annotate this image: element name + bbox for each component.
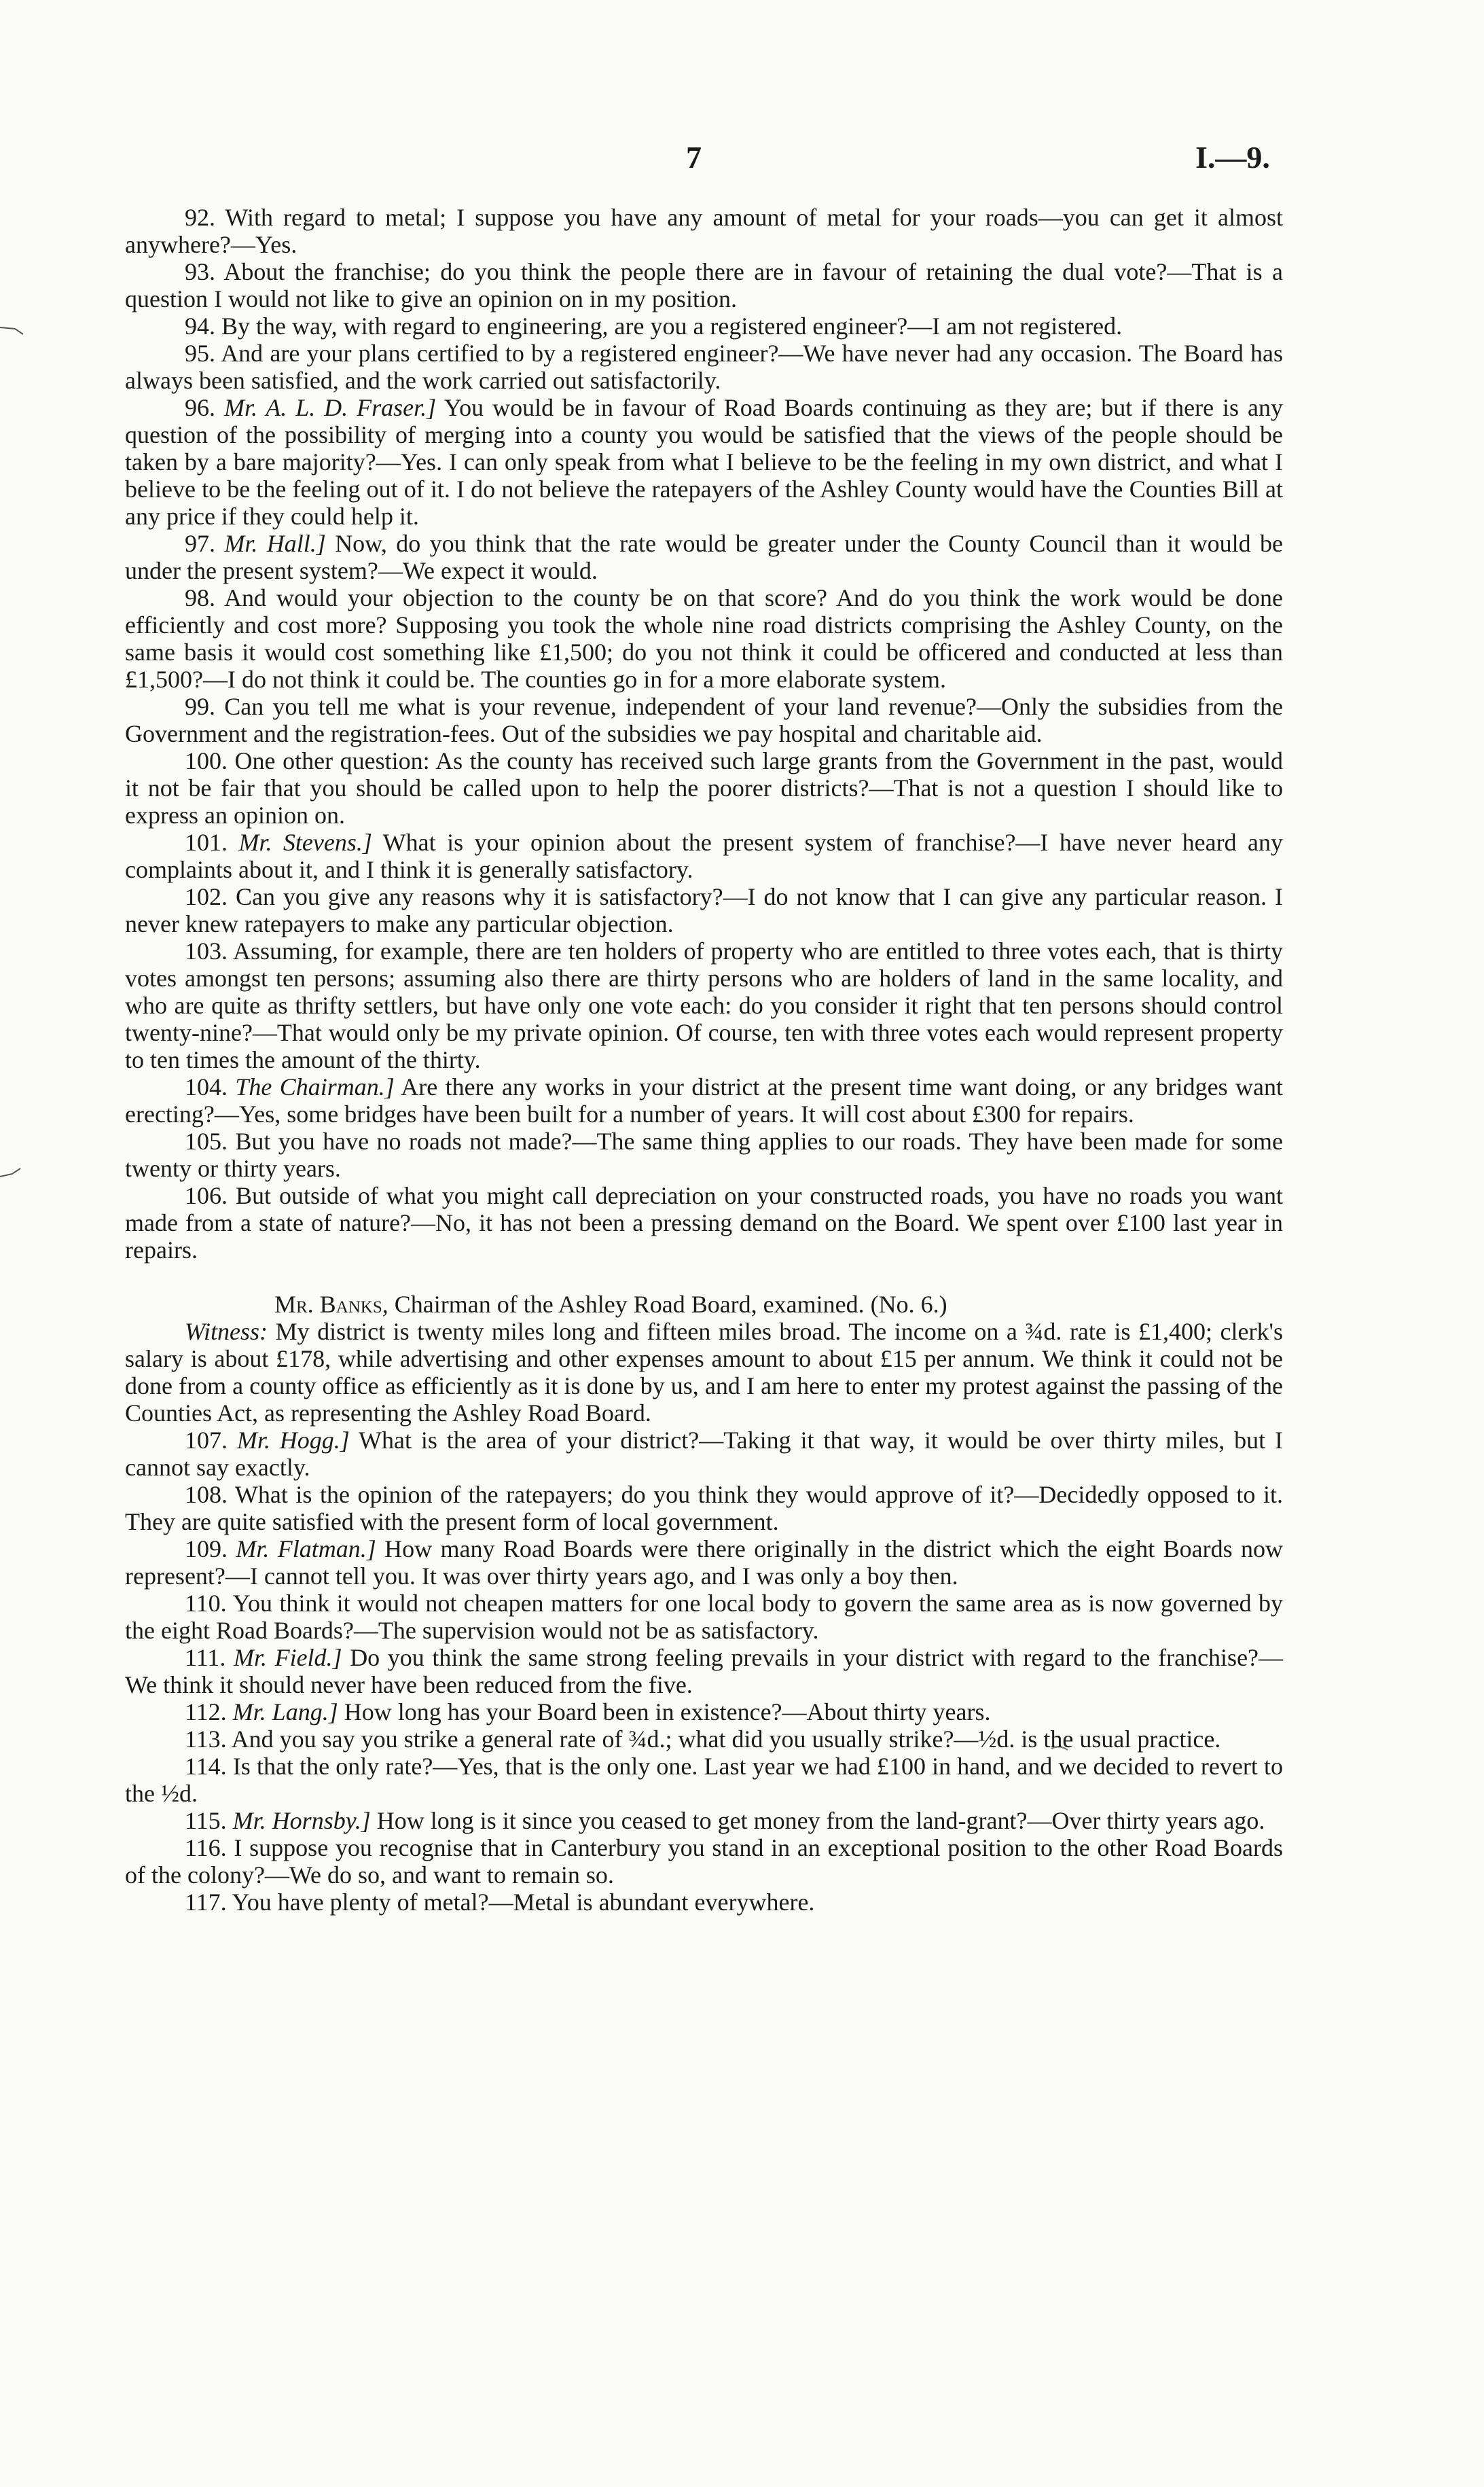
question-paragraph <box>125 693 1283 747</box>
paragraph-text: Are there any works in your district at the present time want doing, or any bridges want erecting?—Yes, some bridges have been built for a number of years. It will cost about £300 for repairs. <box>125 1073 1284 1128</box>
paragraph-text: 103. Assuming, for example, there are ten holders of property who are entitled to three votes each, that is thirty votes amongst ten persons; assuming also there are thirty persons who are holders of land in the same locality, and who are quite as thrifty settlers, but have only one vote each: do you consider it right that ten persons should control twenty-nine?—That would only be my private opinion. Of course, ten with three votes each would represent property to ten times the amount of the thirty. <box>125 937 1283 1073</box>
question-paragraph <box>125 1481 1283 1535</box>
paragraph-text: My district is twenty miles long and fifteen miles broad. The income on a ¾d. rate is £1,400; clerk's salary is about £178, while advertising and other expenses amount to about £15 per annum. We think it could not be done from a county office as efficiently as it is done by us, and I am here to enter my protest against the passing of the Counties Act, as representing the Ashley Road Board. <box>125 1318 1284 1427</box>
paragraph-text: 102. Can you give any reasons why it is satisfactory?—I do not know that I can give any particular reason. I never knew ratepayers to make any particular objection. <box>125 883 1283 937</box>
question-paragraph <box>125 1427 1283 1481</box>
paragraph-text: 105. But you have no roads not made?—The same thing applies to our roads. They have been made for some twenty or thirty years. <box>125 1128 1283 1182</box>
question-paragraph <box>125 340 1283 394</box>
paragraph-text: 94. By the way, with regard to engineering, are you a registered engineer?—I am not registered. <box>185 312 1123 340</box>
question-paragraph <box>125 394 1283 530</box>
paragraph-text: 110. You think it would not cheapen matters for one local body to govern the same area as is now governed by the eight Road Boards?—The supervision would not be as satisfactory. <box>125 1590 1283 1644</box>
question-paragraph <box>125 258 1283 312</box>
question-number: 97. <box>185 530 215 557</box>
paragraph-text: Now, do you think that the rate would be greater under the County Council than it would be under the present system?—We expect it would. <box>125 530 1284 584</box>
question-paragraph <box>125 1128 1283 1182</box>
question-paragraph <box>125 1889 1283 1916</box>
paragraph-text: 98. And would your objection to the county be on that score? And do you think the work would be done efficiently and cost more? Supposing you took the whole nine road districts comprising the Ashley County, on the same basis it would cost something like £1,500; do you not think it could be officered and conducted at less than £1,500?—I do not think it could be. The counties go in for a more elaborate system. <box>125 584 1283 693</box>
page-number: 7 <box>686 140 702 175</box>
question-number: 111. <box>185 1644 226 1671</box>
paragraph-text: How many Road Boards were there originally in the district which the eight Boards now represent?—I cannot tell you. It was over thirty years ago, and I was only a boy then. <box>125 1535 1284 1590</box>
paragraph-text: 92. With regard to metal; I suppose you have any amount of metal for your roads—you can get it almost anywhere?—Yes. <box>125 204 1283 258</box>
page-body <box>125 204 1283 1916</box>
speaker-name: Mr. Field.] <box>233 1644 342 1671</box>
question-number: 107. <box>185 1427 228 1454</box>
speaker-name: The Chairman.] <box>235 1073 395 1101</box>
speaker-name: Mr. Hogg.] <box>236 1427 350 1454</box>
paragraph-text: 100. One other question: As the county has received such large grants from the Government in the past, would it not be fair that you should be called upon to help the poorer districts?—That is not a question I should like to express an opinion on. <box>125 747 1283 829</box>
witness-role: Chairman of the Ashley Road Board, examined. <box>394 1291 865 1318</box>
question-number: 112. <box>185 1698 227 1725</box>
paragraph-text: 106. But outside of what you might call depreciation on your constructed roads, you have no roads you want made from a state of nature?—No, it has not been a pressing demand on the Board. We spent over £100 last year in repairs. <box>125 1182 1283 1264</box>
speaker-name: Mr. Lang.] <box>232 1698 338 1725</box>
speaker-name: Mr. Stevens.] <box>238 829 372 856</box>
question-paragraph <box>125 584 1283 693</box>
paragraph-text: How long has your Board been in existence?—About thirty years. <box>344 1698 991 1725</box>
question-number: 115. <box>185 1807 227 1834</box>
speaker-name: Witness: <box>185 1318 268 1345</box>
question-paragraph <box>125 747 1283 829</box>
speaker-name: Mr. Hall.] <box>224 530 326 557</box>
question-paragraph <box>125 1644 1283 1698</box>
paragraph-text: 95. And are your plans certified to by a registered engineer?—We have never had any occasion. The Board has always been satisfied, and the work carried out satisfactorily. <box>125 340 1283 394</box>
question-paragraph <box>125 1807 1283 1834</box>
question-paragraph <box>125 1318 1283 1427</box>
question-paragraph <box>125 530 1283 584</box>
question-paragraph <box>125 1182 1283 1264</box>
paragraph-text: 116. I suppose you recognise that in Canterbury you stand in an exceptional position to the other Road Boards of the colony?—We do so, and want to remain so. <box>125 1834 1283 1889</box>
question-number: 101. <box>185 829 228 856</box>
witness-number: (No. 6.) <box>870 1291 947 1318</box>
document-reference: I.—9. <box>1195 140 1270 175</box>
question-paragraph <box>125 312 1283 340</box>
paragraph-text: What is your opinion about the present system of franchise?—I have never heard any complaints about it, and I think it is generally satisfactory. <box>125 829 1284 883</box>
speaker-name: Mr. A. L. D. Fraser.] <box>223 394 437 421</box>
question-paragraph <box>125 1834 1283 1889</box>
margin-mark <box>0 1168 20 1177</box>
questions-block-1 <box>125 204 1283 1264</box>
witness-heading <box>125 1291 1283 1318</box>
paragraph-text: Do you think the same strong feeling prevails in your district with regard to the franchise?—We think it should never have been reduced from the five. <box>125 1644 1284 1698</box>
paragraph-text: You would be in favour of Road Boards continuing as they are; but if there is any question of the possibility of merging into a county you would be satisfied that the views of the people should be taken by a bare majority?—Yes. I can only speak from what I believe to be the feeling in my own district, and what I believe to be the feeling out of it. I do not believe the ratepayers of the Ashley County would have the Counties Bill at any price if they could help it. <box>125 394 1283 530</box>
paragraph-text: 99. Can you tell me what is your revenue, independent of your land revenue?—Only the subsidies from the Government and the registration-fees. Out of the subsidies we pay hospital and charitable aid. <box>125 693 1283 747</box>
questions-block-2 <box>125 1318 1283 1916</box>
paragraph-text: How long is it since you ceased to get money from the land-grant?—Over thirty years ago. <box>376 1807 1265 1834</box>
paragraph-text: 93. About the franchise; do you think the people there are in favour of retaining the dual vote?—That is a question I would not like to give an opinion on in my position. <box>125 258 1283 312</box>
question-paragraph <box>125 883 1283 937</box>
margin-mark <box>0 327 23 334</box>
paragraph-text: 113. And you say you strike a general rate of ¾d.; what did you usually strike?—½d. is the usual practice. <box>185 1725 1221 1753</box>
question-paragraph <box>125 829 1283 883</box>
question-paragraph <box>125 1698 1283 1725</box>
question-paragraph <box>125 1535 1283 1590</box>
speaker-name: Mr. Flatman.] <box>236 1535 376 1562</box>
question-paragraph <box>125 937 1283 1073</box>
question-number: 96. <box>185 394 215 421</box>
question-paragraph <box>125 1073 1283 1128</box>
question-paragraph <box>125 1725 1283 1753</box>
question-number: 104. <box>185 1073 228 1101</box>
question-paragraph <box>125 1753 1283 1807</box>
paragraph-text: 117. You have plenty of metal?—Metal is abundant everywhere. <box>185 1889 815 1916</box>
paragraph-text: What is the area of your district?—Taking it that way, it would be over thirty miles, but I cannot say exactly. <box>125 1427 1283 1481</box>
speaker-name: Mr. Hornsby.] <box>232 1807 371 1834</box>
question-paragraph <box>125 204 1283 258</box>
question-paragraph <box>125 1590 1283 1644</box>
question-number: 109. <box>185 1535 228 1562</box>
witness-name: Mr. Banks, <box>274 1291 388 1318</box>
paragraph-text: 108. What is the opinion of the ratepayers; do you think they would approve of it?—Decidedly opposed to it. They are quite satisfied with the present form of local government. <box>125 1481 1283 1535</box>
paragraph-text: 114. Is that the only rate?—Yes, that is the only one. Last year we had £100 in hand, and we decided to revert to the ½d. <box>125 1753 1283 1807</box>
